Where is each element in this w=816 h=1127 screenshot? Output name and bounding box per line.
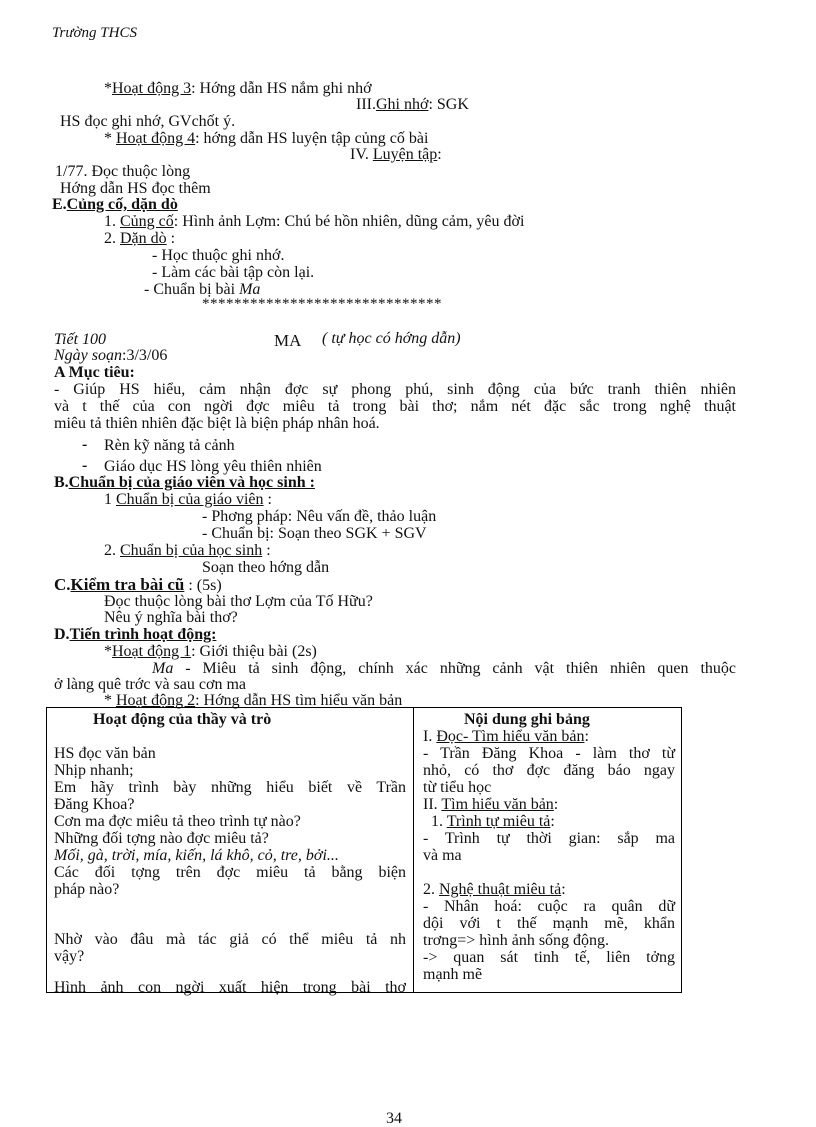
b2-item: Soạn theo hớng dẫn	[202, 559, 330, 576]
section-b-heading: B.Chuẩn bị của giáo viên và học sinh :	[54, 474, 315, 491]
col2-line: - Trần Đăng Khoa - làm thơ từ	[423, 745, 675, 762]
lesson-table	[46, 707, 682, 996]
ghi-nho-heading: III.Ghi nhớ: SGK	[356, 96, 469, 113]
column-divider	[413, 708, 414, 992]
col2-line: từ tiểu học	[423, 779, 492, 796]
stars-divider: ******************************	[202, 296, 442, 312]
b2-heading: 2. Chuẩn bị của học sinh :	[104, 542, 271, 559]
col1-line: HS đọc văn bản	[54, 745, 156, 762]
intro-line-1: Ma - Miêu tả sinh động, chính xác những cảnh vật thiên nhiên quen thuộc	[152, 660, 736, 677]
cung-co-line: 1. Củng cố: Hình ảnh Lợm: Chú bé hồn nhiên, dũng cảm, yêu đời	[104, 213, 525, 230]
col2-line: và ma	[423, 847, 462, 864]
b1-heading: 1 Chuẩn bị của giáo viên :	[104, 491, 272, 508]
activity-2-line: * Hoạt động 2: Hớng dẫn HS tìm hiểu văn bản	[104, 692, 403, 709]
lesson-number: Tiết 100	[54, 331, 107, 348]
b1-item-1: - Phơng pháp: Nêu vấn đề, thảo luận	[202, 508, 437, 525]
dan-do-item-3: - Chuẩn bị bài Ma	[144, 281, 261, 298]
col2-line: trơng=> hình ảnh sống động.	[423, 932, 610, 949]
objective-line-3: miêu tả thiên nhiên đặc biệt là biện pháp nhân hoá.	[54, 415, 380, 432]
col2-line: -> quan sát tinh tế, liên tởng	[423, 949, 675, 966]
col2-line: - Nhân hoá: cuộc ra quân dữ	[423, 898, 675, 915]
col1-line: Nhờ vào đâu mà tác giả có thể miêu tả nh	[54, 931, 406, 948]
page-number: 34	[386, 1110, 402, 1127]
col2-line: - Trình tự thời gian: sắp ma	[423, 830, 675, 847]
col1-line: Những đối tợng nào đợc miêu tả?	[54, 830, 269, 847]
activity-3-line: *Hoạt động 3: Hớng dẫn HS nắm ghi nhớ	[104, 80, 372, 97]
activity-1-line: *Hoạt động 1: Giới thiệu bài (2s)	[104, 643, 317, 660]
col2-line: mạnh mẽ	[423, 966, 483, 983]
col2-section-1: I. Đọc- Tìm hiểu văn bản:	[423, 728, 589, 745]
col1-line: Các đối tợng trên đợc miêu tả bằng biện	[54, 864, 406, 881]
dan-do-item-2: - Làm các bài tập còn lại.	[152, 264, 315, 281]
activity-3-title: Hoạt động 3	[112, 80, 192, 97]
intro-line-2: ở làng quê trớc và sau cơn ma	[54, 676, 246, 693]
objective-bullet-2: - Giáo dục HS lòng yêu thiên nhiên	[82, 457, 322, 475]
col1-line: pháp nào?	[54, 881, 120, 898]
col2-section-2: II. Tìm hiểu văn bản:	[423, 796, 559, 813]
dan-do-line: 2. Dặn dò :	[104, 230, 176, 247]
activity-4-line: * Hoạt động 4: hớng dẫn HS luyện tập củng cố bài	[104, 130, 429, 147]
dan-do-item-1: - Học thuộc ghi nhớ.	[152, 247, 285, 264]
section-a-heading: A Mục tiêu:	[54, 364, 135, 381]
col1-line: vậy?	[54, 948, 85, 965]
section-c-heading: C.Kiểm tra bài cũ : (5s)	[54, 575, 222, 594]
col1-line: Đăng Khoa?	[54, 796, 135, 813]
col1-line: Mối, gà, trời, mía, kiến, lá khô, cỏ, tre, bởi...	[54, 847, 339, 864]
objective-line-1: - Giúp HS hiểu, cảm nhận đợc sự phong phú, sinh động của bức tranh thiên nhiên	[54, 381, 736, 398]
lesson-title: MA	[274, 331, 302, 350]
objective-bullet-1: - Rèn kỹ năng tả cảnh	[82, 436, 235, 454]
c-question-2: Nêu ý nghĩa bài thơ?	[104, 609, 238, 626]
section-d-heading: D.Tiến trình hoạt động:	[54, 626, 217, 643]
b1-item-2: - Chuẩn bị: Soạn theo SGK + SGV	[202, 525, 427, 542]
school-header: Trường THCS	[52, 25, 137, 41]
col2-subsection-2: 2. Nghệ thuật miêu tả:	[423, 881, 566, 898]
hs-doc-line: HS đọc ghi nhớ, GVchốt ý.	[60, 113, 236, 130]
lesson-subtitle: ( tự học có hớng dẫn)	[322, 330, 461, 347]
col1-line: Hình ảnh con ngời xuất hiện trong bài thơ	[54, 979, 406, 996]
bullet-icon: -	[82, 436, 88, 453]
bullet-icon: -	[82, 457, 88, 474]
col1-line: Cơn ma đợc miêu tả theo trình tự nào?	[54, 813, 301, 830]
section-e-heading: E.Củng cố, dặn dò	[52, 196, 178, 213]
luyen-tap-heading: IV. Luyện tập:	[350, 146, 442, 163]
exercise-line: 1/77. Đọc thuộc lòng	[55, 163, 191, 180]
objective-line-2: và t thế của con ngời đợc miêu tả trong bài thơ; nắm nét đặc sắc trong nghệ thuật	[54, 398, 736, 415]
col2-line: nhỏ, có thơ đợc đăng báo ngay	[423, 762, 675, 779]
col2-line: dội với t thế mạnh mẽ, khẩn	[423, 915, 675, 932]
col2-header: Nội dung ghi bảng	[464, 711, 590, 728]
c-question-1: Đọc thuộc lòng bài thơ Lợm của Tố Hữu?	[104, 593, 373, 610]
col2-subsection-1: 1. Trình tự miêu tả:	[423, 813, 555, 830]
ngay-soan: Ngày soạn:3/3/06	[54, 347, 168, 364]
guide-line: Hớng dẫn HS đọc thêm	[60, 180, 211, 197]
col1-line: Em hãy trình bày những hiểu biết về Trần	[54, 779, 406, 796]
col1-header: Hoạt động của thầy và trò	[93, 711, 272, 728]
col1-line: Nhịp nhanh;	[54, 762, 134, 779]
